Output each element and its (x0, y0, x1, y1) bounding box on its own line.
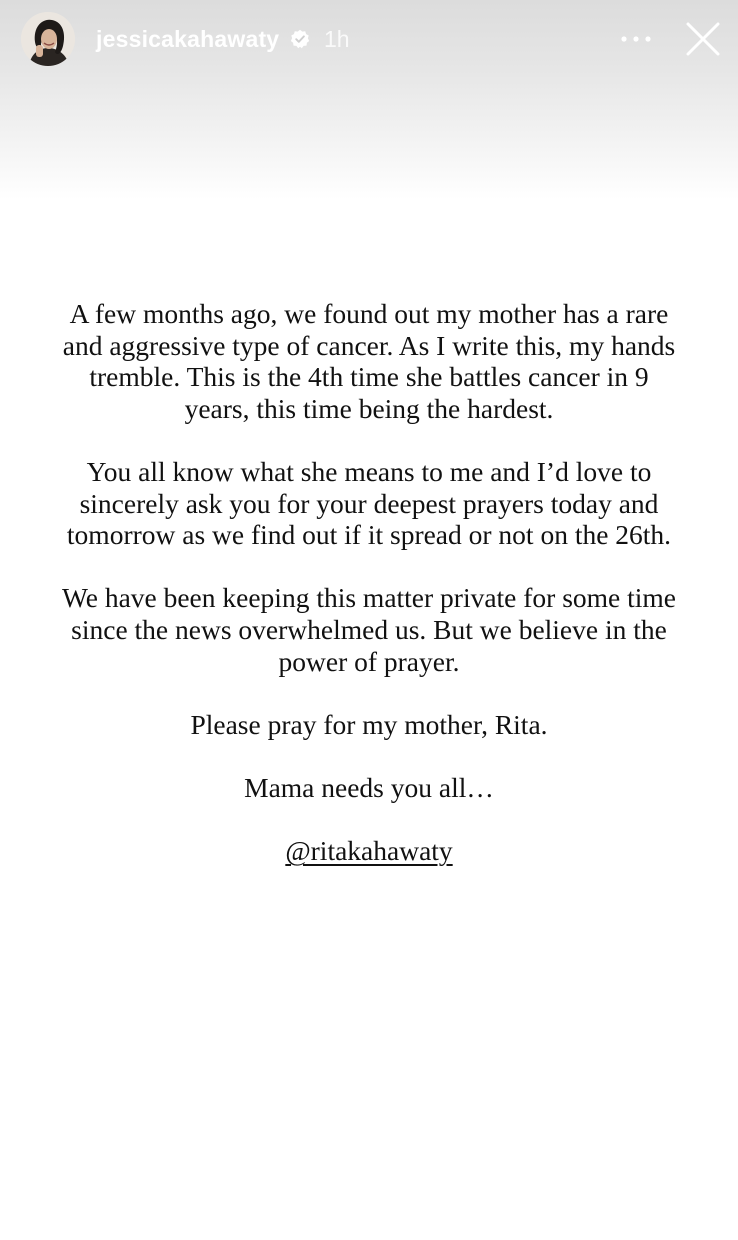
mention-link[interactable]: @ritakahawaty (285, 835, 453, 867)
story-paragraph: Please pray for my mother, Rita. (190, 708, 548, 740)
story-paragraph: We have been keeping this matter private for some time since the news overwhelmed us. But we believe in the power of prayer. (61, 582, 677, 677)
story-paragraph: A few months ago, we found out my mother has a rare and aggressive type of cancer. As I write this, my hands tremble. This is the 4th time she battles cancer in 9 years, this time being the hardest. (62, 298, 676, 424)
story-timestamp: 1h (324, 26, 350, 52)
username[interactable]: jessicakahawaty (96, 26, 280, 52)
more-dots-icon[interactable] (616, 26, 656, 52)
close-icon[interactable] (684, 20, 722, 58)
profile-photo-icon (21, 12, 75, 66)
mention-line (60, 835, 678, 867)
avatar[interactable] (21, 12, 75, 66)
story-header (0, 0, 738, 80)
story-paragraph: Mama needs you all… (244, 771, 494, 803)
story-text (60, 298, 678, 898)
story-paragraph: You all know what she means to me and I’d love to sincerely ask you for your deepest prayers today and tomorrow as we find out if it spread or not on the 26th. (66, 455, 672, 551)
verified-badge-icon (290, 29, 310, 49)
